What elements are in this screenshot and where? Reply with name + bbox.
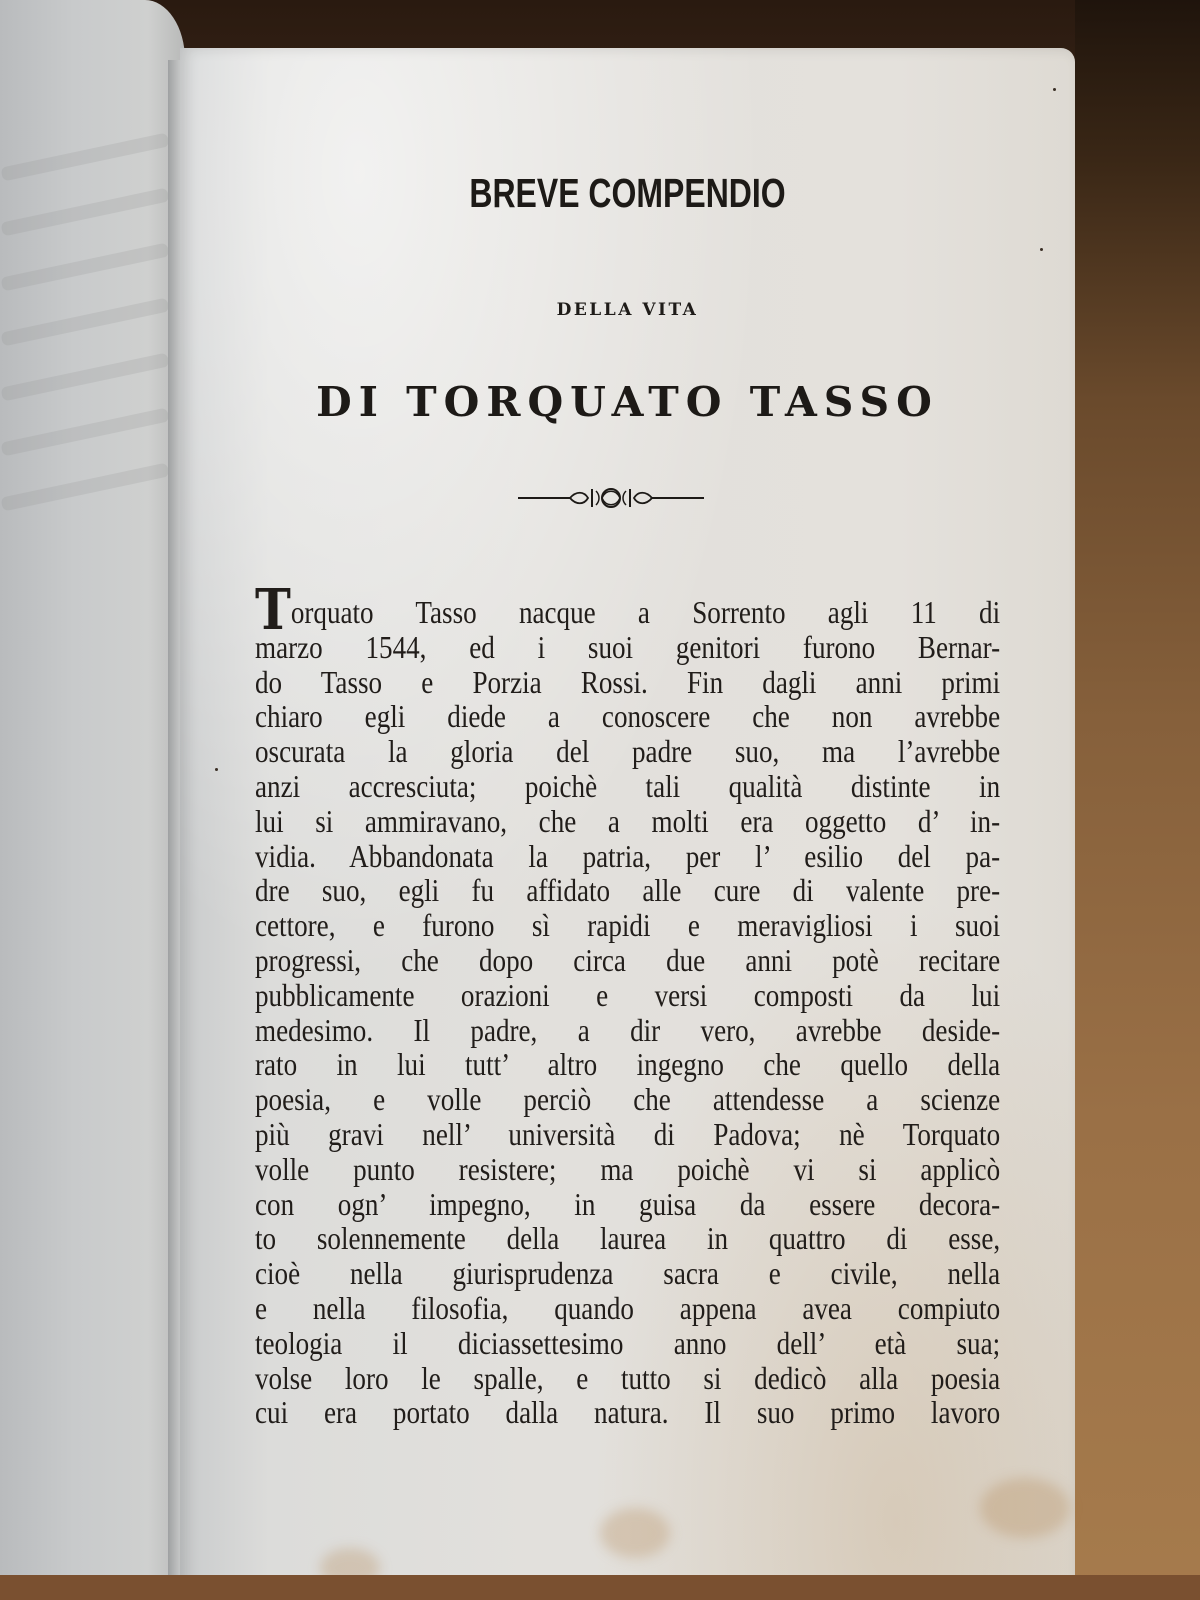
bleed-through-text <box>0 297 169 346</box>
paper-speck <box>1053 88 1056 91</box>
text-line: to solennemente della laurea in quattro di esse, <box>255 1221 1001 1257</box>
bleed-through-text <box>0 132 169 181</box>
bleed-through-text <box>0 407 169 456</box>
text-line: chiaro egli diede a conoscere che non avrebbe <box>255 699 1001 735</box>
book-page <box>180 48 1075 1600</box>
text-line: e nella filosofia, quando appena avea compiuto <box>255 1290 1001 1326</box>
text-line: lui si ammiravano, che a molti era oggetto d’ in- <box>255 803 1001 839</box>
paper-speck <box>1040 248 1043 251</box>
left-facing-page <box>0 0 185 1600</box>
drop-cap: T <box>255 577 291 643</box>
text-line: Torquato Tasso nacque a Sorrento agli 11 di <box>255 577 1001 643</box>
body-paragraph <box>255 577 1001 1431</box>
text-line: anzi accresciuta; poichè tali qualità distinte in <box>255 768 1001 804</box>
text-line: do Tasso e Porzia Rossi. Fin dagli anni primi <box>255 664 1001 700</box>
text-line: volle punto resistere; ma poichè vi si applicò <box>255 1151 1001 1187</box>
text-line: dre suo, egli fu affidato alle cure di valente pre- <box>255 873 1001 909</box>
text-line: oscurata la gloria del padre suo, ma l’avrebbe <box>255 734 1001 770</box>
text-line: vidia. Abbandonata la patria, per l’ esilio del pa- <box>255 838 1001 874</box>
table-edge <box>0 1575 1200 1600</box>
text-line: poesia, e volle perciò che attendesse a scienze <box>255 1082 1001 1118</box>
text-line: più gravi nell’ università di Padova; nè Torquato <box>255 1116 1001 1152</box>
text-line: marzo 1544, ed i suoi genitori furono Bernar- <box>255 629 1001 665</box>
bleed-through-text <box>0 462 169 511</box>
page-title: BREVE COMPENDIO <box>469 170 786 216</box>
page-subtitle: DELLA VITA <box>556 300 699 320</box>
paper-speck <box>215 768 218 771</box>
bleed-through-text <box>0 352 169 401</box>
text-line: con ogn’ impegno, in guisa da essere decora- <box>255 1186 1001 1222</box>
text-line: medesimo. Il padre, a dir vero, avrebbe deside- <box>255 1012 1001 1048</box>
text-line: cettore, e furono sì rapidi e meravigliosi i suoi <box>255 908 1001 944</box>
text-line: teologia il diciassettesimo anno dell’ età sua; <box>255 1325 1001 1361</box>
paper-stain <box>980 1478 1070 1538</box>
wooden-table-surface <box>1075 0 1200 1600</box>
decorative-divider-ornament-icon <box>518 485 704 511</box>
paper-stain <box>600 1508 670 1558</box>
text-line: progressi, che dopo circa due anni potè recitare <box>255 942 1001 978</box>
text-line: cui era portato dalla natura. Il suo primo lavoro <box>255 1395 1001 1431</box>
bleed-through-text <box>0 187 169 236</box>
page-title-name: DI TORQUATO TASSO <box>316 378 939 426</box>
text-line: volse loro le spalle, e tutto si dedicò alla poesia <box>255 1360 1001 1396</box>
text-line: pubblicamente orazioni e versi composti da lui <box>255 977 1001 1013</box>
bleed-through-text <box>0 242 169 291</box>
text-line: cioè nella giurisprudenza sacra e civile, nella <box>255 1256 1001 1292</box>
text-line: rato in lui tutt’ altro ingegno che quello della <box>255 1047 1001 1083</box>
